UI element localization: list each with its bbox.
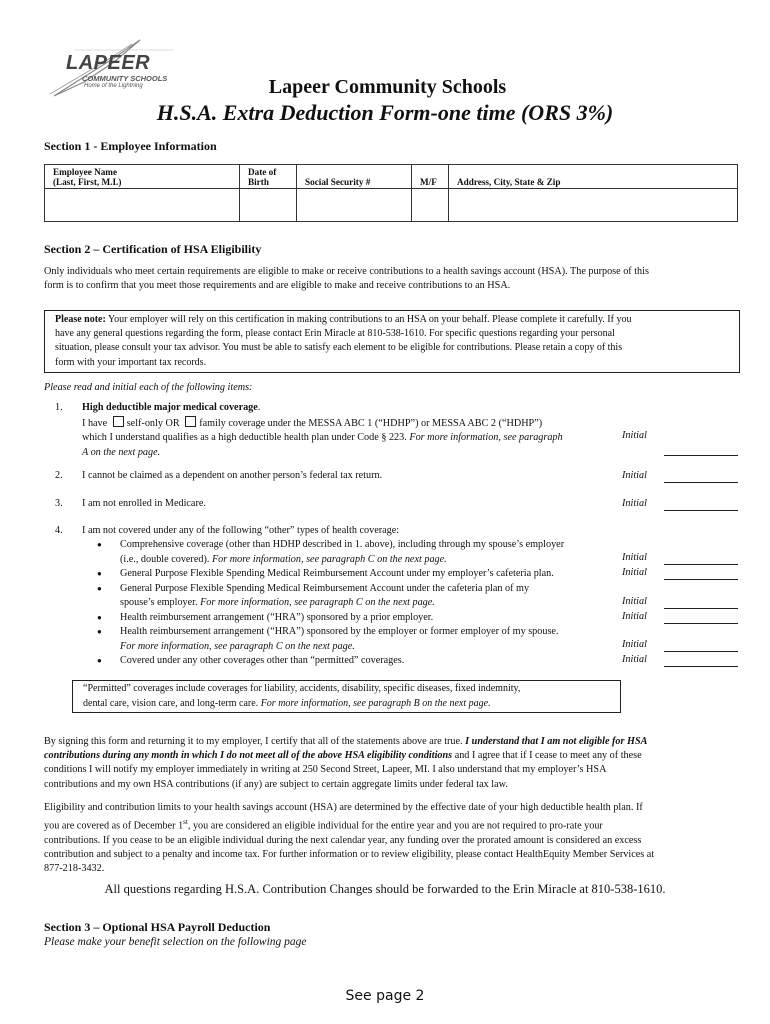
col-address: Address, City, State & Zip <box>449 165 738 189</box>
employee-name-field[interactable] <box>45 189 240 222</box>
item-number: 4. <box>55 525 63 536</box>
initial-label: Initial <box>622 430 647 441</box>
item-number: 1. <box>55 402 63 413</box>
ssn-field[interactable] <box>297 189 412 222</box>
section2-heading: Section 2 – Certification of HSA Eligibility <box>44 242 262 256</box>
list-item: ● Comprehensive coverage (other than HDHP described in 1. above), including through my spouse’s employer (i.e., double covered). For more information, see paragraph C on the next page. <box>97 539 565 565</box>
item-high-deductible: High deductible major medical coverage. I have self-only OR family coverage under the MESSA ABC 1 (“HDHP”) or MESSA ABC 2 (“HDHP”) which I understand qualifies as a high deductible health plan under Code § 223. For more information, see paragraph A on the next page. <box>82 402 563 458</box>
col-sex: M/F <box>412 165 449 189</box>
logo-wordmark: LAPEER <box>66 52 151 74</box>
note-line: form with your important tax records. <box>55 356 207 368</box>
employee-info-table <box>44 164 738 222</box>
questions-contact: All questions regarding H.S.A. Contribution Changes should be forwarded to the Erin Miracle at 810-538-1610. <box>104 882 666 896</box>
initial-line-2[interactable] <box>664 482 738 483</box>
section3-subtitle: Please make your benefit selection on the following page <box>44 936 307 948</box>
permitted-line: dental care, vision care, and long-term care. For more information, see paragraph B on the next page. <box>83 697 491 709</box>
list-item: ● Covered under any other coverages other than “permitted” coverages. <box>97 655 405 666</box>
initial-line-4c[interactable] <box>664 608 738 609</box>
note-line: situation, please consult your tax advisor. You must be able to satisfy each element to be eligible for contributions. Please retain a copy of this <box>55 342 623 354</box>
list-item: ● Health reimbursement arrangement (“HRA”) sponsored by the employer or former employer of my spouse. For more information, see paragraph C on the next page. <box>97 626 559 652</box>
section2-intro <box>44 265 744 293</box>
permitted-coverage-box <box>72 680 621 713</box>
initial-line-3[interactable] <box>664 510 738 511</box>
self-only-checkbox[interactable] <box>113 416 124 427</box>
col-employee-name: Employee Name (Last, First, M.I.) <box>45 165 240 189</box>
logo-subtitle: COMMUNITY SCHOOLS <box>82 74 168 83</box>
initial-label: Initial <box>622 470 647 481</box>
certification-paragraph: By signing this form and returning it to my employer, I certify that all of the statements above are true. I understand that I am not eligible for HSA contributions during any month in which I do not meet all of the above HSA eligibility conditions and I agree that if I cease to meet any of these conditions I will notify my employer immediately in writing at 250 Second Street, Lapeer, MI. I also understand that my employer’s HSA contributions and my own HSA contributions (if any) are subject to certain aggregate limits under federal tax law. <box>44 736 648 790</box>
family-checkbox[interactable] <box>185 416 196 427</box>
item-number: 3. <box>55 498 63 509</box>
permitted-line: “Permitted” coverages include coverages for liability, accidents, disability, specific diseases, fixed indemnity, <box>83 683 521 694</box>
col-date-of-birth: Date of Birth <box>240 165 297 189</box>
intro-line: form is to confirm that you meet those requirements and are eligible to make and receive contributions to an HSA. <box>44 280 511 292</box>
item-no-other-coverage: I am not covered under any of the following “other” types of health coverage: <box>82 525 400 536</box>
intro-line: Only individuals who meet certain requirements are eligible to make or receive contributions to a health savings account (HSA). The purpose of this <box>44 266 649 277</box>
list-item: ● Health reimbursement arrangement (“HRA”) sponsored by a prior employer. <box>97 611 434 623</box>
org-title: Lapeer Community Schools <box>268 76 507 98</box>
sex-field[interactable] <box>412 189 449 222</box>
col-ssn: Social Security # <box>297 165 412 189</box>
initial-line-4a[interactable] <box>664 564 738 565</box>
initial-label: Initial <box>622 611 647 622</box>
initial-label: Initial <box>622 596 647 607</box>
section1-heading: Section 1 - Employee Information <box>44 139 217 153</box>
note-line: Please note: Your employer will rely on this certification in making contributions to an HSA on your behalf. Please complete it carefully. If you <box>55 314 632 325</box>
list-item: ● General Purpose Flexible Spending Medical Reimbursement Account under my employer’s cafeteria plan. <box>97 568 554 579</box>
initial-label: Initial <box>622 654 647 665</box>
initial-line-1[interactable] <box>664 455 738 456</box>
please-note-box <box>44 310 740 373</box>
initial-label: Initial <box>622 567 647 578</box>
section3-heading: Section 3 – Optional HSA Payroll Deduction <box>44 920 271 934</box>
initial-line-4b[interactable] <box>664 579 738 580</box>
initial-line-4d[interactable] <box>664 623 738 624</box>
date-of-birth-field[interactable] <box>240 189 297 222</box>
see-page-footer: See page 2 <box>345 988 425 1004</box>
initial-label: Initial <box>622 498 647 509</box>
initial-line-4e[interactable] <box>664 651 738 652</box>
note-line: have any general questions regarding the form, please contact Erin Miracle at 810-538-1610. For specific questions regarding your personal <box>55 328 615 340</box>
initial-label: Initial <box>622 552 647 563</box>
address-field[interactable] <box>449 189 738 222</box>
initial-label: Initial <box>622 639 647 650</box>
form-title: H.S.A. Extra Deduction Form-one time (ORS 3%) <box>156 100 614 125</box>
other-coverage-list <box>97 538 617 669</box>
item-number: 2. <box>55 470 63 481</box>
eligibility-paragraph: Eligibility and contribution limits to your health savings account (HSA) are determined by the effective date of your high deductible health plan. If you are covered as of December 1st, you are considered an eligible individual for the entire year and you are not required to pro-rate your contributions. If you cease to be an eligible individual during the next calendar year, any funding over the prorated amount is considered an excess contribution and subject to a penalty and income tax. For further information or to review eligibility, please contact HealthEquity Member Services at 877-218-3432. <box>44 802 655 875</box>
item-not-dependent: I cannot be claimed as a dependent on another person’s federal tax return. <box>82 470 383 481</box>
item-not-medicare: I am not enrolled in Medicare. <box>82 498 206 509</box>
logo-tagline: Home of the Lightning <box>84 83 143 89</box>
initial-line-4f[interactable] <box>664 666 738 667</box>
read-initial-instruction: Please read and initial each of the following items: <box>44 382 253 393</box>
list-item: ● General Purpose Flexible Spending Medical Reimbursement Account under the cafeteria plan of my spouse’s employer. For more information, see paragraph C on the next page. <box>97 582 530 608</box>
